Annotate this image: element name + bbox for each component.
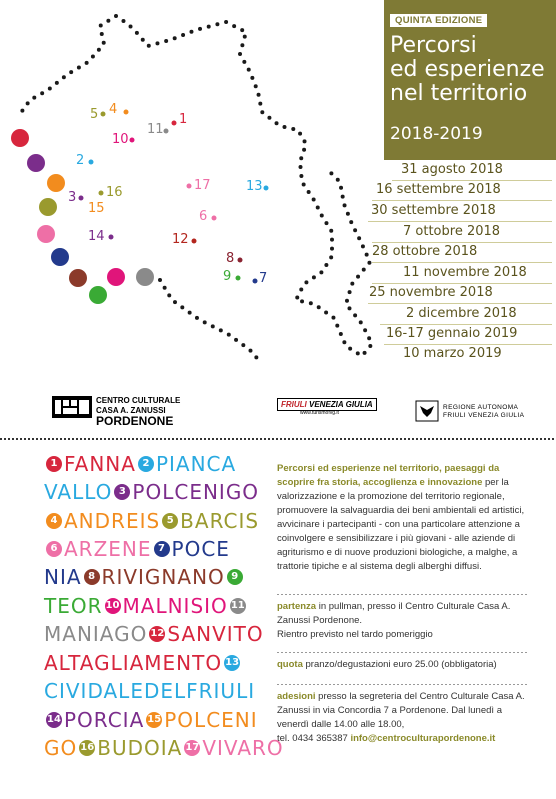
info-divider bbox=[277, 684, 529, 685]
town-cividale: CIVIDALEDELFRIULI bbox=[44, 679, 256, 703]
town-maniago: MANIAGO bbox=[44, 622, 148, 646]
map-circle-1 bbox=[11, 129, 29, 147]
email-link[interactable]: info@centroculturapordenone.it bbox=[350, 733, 496, 744]
map-label-14: 14 bbox=[88, 229, 105, 244]
map-label-2: 2 bbox=[76, 153, 85, 168]
town-line-6 bbox=[44, 594, 248, 618]
map-label-4: 4 bbox=[109, 102, 118, 117]
signup-paragraph bbox=[277, 690, 533, 746]
map-circle-5 bbox=[37, 225, 55, 243]
phone-number: tel. 0434 365387 bbox=[277, 733, 351, 744]
badge-9: 9 bbox=[227, 569, 243, 585]
town-budoia: BUDOIA bbox=[97, 736, 183, 760]
town-line-4 bbox=[44, 537, 230, 561]
date-3: 30 settembre 2018 bbox=[371, 203, 496, 218]
page-title bbox=[390, 34, 545, 106]
town-go: GO bbox=[44, 736, 78, 760]
map-label-12: 12 bbox=[172, 232, 189, 247]
badge-14: 14 bbox=[46, 712, 62, 728]
intro-paragraph bbox=[277, 462, 531, 574]
divider bbox=[0, 438, 556, 440]
map-circle-3 bbox=[47, 174, 65, 192]
badge-4: 4 bbox=[46, 513, 62, 529]
badge-7: 7 bbox=[154, 541, 170, 557]
town-line-2 bbox=[44, 480, 259, 504]
town-polcenigo-2: POLCENI bbox=[164, 708, 258, 732]
cc-line-3: PORDENONE bbox=[96, 414, 174, 428]
badge-6: 6 bbox=[46, 541, 62, 557]
cc-line-2: CASA A. ZANUSSI bbox=[96, 406, 166, 415]
region-line-2: FRIULI VENEZIA GIULIA bbox=[443, 412, 525, 419]
signup-label: adesioni bbox=[277, 691, 316, 702]
map-label-7: 7 bbox=[259, 271, 268, 286]
map-label-3: 3 bbox=[68, 190, 77, 205]
town-line-5 bbox=[44, 565, 245, 589]
date-sep bbox=[372, 242, 552, 243]
cc-line-1: CENTRO CULTURALE bbox=[96, 396, 181, 405]
map-dot-14 bbox=[109, 235, 114, 240]
date-1: 31 agosto 2018 bbox=[401, 162, 503, 177]
map-dot-1 bbox=[172, 121, 177, 126]
fvg-logo-b: VENEZIA GIULIA bbox=[306, 400, 373, 409]
date-sep bbox=[380, 324, 552, 325]
badge-5: 5 bbox=[162, 513, 178, 529]
date-sep bbox=[392, 180, 552, 181]
info-divider bbox=[277, 652, 529, 653]
map-dot-8 bbox=[238, 258, 243, 263]
town-line-8 bbox=[44, 651, 242, 675]
map-dot-10 bbox=[130, 138, 135, 143]
date-7: 25 novembre 2018 bbox=[369, 285, 493, 300]
town-polcenigo: POLCENIGO bbox=[132, 480, 260, 504]
map-dot-5 bbox=[101, 112, 106, 117]
fee-paragraph bbox=[277, 658, 531, 672]
intro-text: per la valorizzazione e la promozione del territorio regionale, promuovere la salvaguardia dei beni ambientali ed artistici, avvicinare i partecipanti - con una particolare attenzione a coinvolgere e sensibilizzare i più giovani - alle aziende di agriturismo e di nuove produzioni biologiche, a malghe, a trattorie tipiche e al sistema degli alberghi diffusi. bbox=[277, 477, 525, 572]
date-6: 11 novembre 2018 bbox=[403, 265, 527, 280]
town-vivaro: VIVARO bbox=[202, 736, 284, 760]
town-line-1 bbox=[44, 452, 236, 476]
info-divider bbox=[277, 594, 529, 595]
map-label-1: 1 bbox=[179, 112, 188, 127]
map-label-9: 9 bbox=[223, 269, 232, 284]
date-5: 28 ottobre 2018 bbox=[372, 244, 478, 259]
title-line-1: Percorsi bbox=[390, 33, 477, 58]
map-circle-4 bbox=[39, 198, 57, 216]
town-andreis: ANDREIS bbox=[64, 509, 161, 533]
town-arzene: ARZENE bbox=[64, 537, 152, 561]
map-circle-8 bbox=[89, 286, 107, 304]
map-dot-9 bbox=[236, 276, 241, 281]
town-line-11 bbox=[44, 736, 284, 760]
map-dot-17 bbox=[187, 184, 192, 189]
centro-culturale-logo-icon bbox=[50, 392, 94, 422]
title-line-2: ed esperienze bbox=[390, 57, 545, 82]
map-dot-7 bbox=[253, 279, 258, 284]
date-sep bbox=[368, 303, 552, 304]
fee-text: pranzo/degustazioni euro 25.00 (obbligatoria) bbox=[302, 659, 497, 670]
badge-11: 11 bbox=[230, 598, 246, 614]
map-dot-6 bbox=[212, 216, 217, 221]
town-line-9 bbox=[44, 679, 255, 703]
map-dot-4 bbox=[124, 110, 129, 115]
return-text: Rientro previsto nel tardo pomeriggio bbox=[277, 629, 433, 640]
map-dot-11 bbox=[164, 129, 169, 134]
town-rivignano: RIVIGNANO bbox=[101, 565, 225, 589]
intro-highlight: Percorsi ed esperienze nel territorio, paesaggi da scoprire fra storia, accoglienza e innovazione bbox=[277, 463, 500, 488]
town-pianca: PIANCA bbox=[155, 452, 237, 476]
map-dot-16 bbox=[99, 191, 104, 196]
badge-12: 12 bbox=[149, 626, 165, 642]
map-circle-6 bbox=[51, 248, 69, 266]
map-label-8: 8 bbox=[226, 251, 235, 266]
fvg-logo-a: FRIULI bbox=[281, 400, 307, 409]
map-label-15: 15 bbox=[88, 201, 105, 216]
badge-16: 16 bbox=[79, 740, 95, 756]
departure-label: partenza bbox=[277, 601, 317, 612]
date-sep bbox=[384, 344, 552, 345]
town-line-7 bbox=[44, 622, 264, 646]
town-nia: NIA bbox=[44, 565, 82, 589]
badge-13: 13 bbox=[224, 655, 240, 671]
date-sep bbox=[372, 200, 552, 201]
years: 2018-2019 bbox=[390, 124, 483, 144]
town-barcis: BARCIS bbox=[180, 509, 260, 533]
map-circle-7 bbox=[69, 269, 87, 287]
map-circle-10 bbox=[136, 268, 154, 286]
badge-2: 2 bbox=[138, 456, 154, 472]
town-line-3 bbox=[44, 509, 259, 533]
badge-17: 17 bbox=[184, 740, 200, 756]
badge-10: 10 bbox=[105, 598, 121, 614]
region-name bbox=[443, 404, 524, 420]
town-porcia: PORCIA bbox=[64, 708, 145, 732]
date-8: 2 dicembre 2018 bbox=[406, 306, 517, 321]
town-line-10 bbox=[44, 708, 258, 732]
date-4: 7 ottobre 2018 bbox=[403, 224, 501, 239]
map-circle-9 bbox=[107, 268, 125, 286]
map-dot-12 bbox=[192, 239, 197, 244]
fee-label: quota bbox=[277, 659, 303, 670]
badge-8: 8 bbox=[84, 569, 100, 585]
edition-badge: QUINTA EDIZIONE bbox=[390, 14, 487, 27]
date-sep bbox=[372, 262, 552, 263]
badge-3: 3 bbox=[114, 484, 130, 500]
badge-15: 15 bbox=[146, 712, 162, 728]
badge-1: 1 bbox=[46, 456, 62, 472]
date-sep bbox=[368, 221, 552, 222]
map-label-5: 5 bbox=[90, 107, 99, 122]
map-label-17: 17 bbox=[194, 178, 211, 193]
town-malnisio: MALNISIO bbox=[122, 594, 228, 618]
region-map bbox=[0, 0, 384, 380]
departure-text: in pullman, presso il Centro Culturale Casa A. Zanussi Pordenone. bbox=[277, 601, 511, 626]
map-label-6: 6 bbox=[199, 209, 208, 224]
map-circle-2 bbox=[27, 154, 45, 172]
map-dot-13 bbox=[264, 186, 269, 191]
region-line-1: REGIONE AUTONOMA bbox=[443, 404, 519, 411]
map-dot-2 bbox=[89, 160, 94, 165]
town-altagliamento: ALTAGLIAMENTO bbox=[44, 651, 223, 675]
map-label-10: 10 bbox=[112, 132, 129, 147]
date-10: 10 marzo 2019 bbox=[403, 346, 502, 361]
town-fanna: FANNA bbox=[64, 452, 136, 476]
departure-paragraph bbox=[277, 600, 531, 642]
town-teor: TEOR bbox=[44, 594, 103, 618]
town-sanvito: SANVITO bbox=[167, 622, 264, 646]
date-9: 16-17 gennaio 2019 bbox=[386, 326, 518, 341]
signup-text: presso la segreteria del Centro Culturale Casa A. Zanussi in via Concordia 7 a Pordenone. Dal lunedì a venerdì dalle 14.00 alle 18.00, bbox=[277, 691, 525, 730]
map-label-11: 11 bbox=[147, 122, 164, 137]
title-line-3: nel territorio bbox=[390, 81, 528, 106]
map-label-13: 13 bbox=[246, 179, 263, 194]
map-label-16: 16 bbox=[106, 185, 123, 200]
date-2: 16 settembre 2018 bbox=[376, 182, 501, 197]
town-poce: POCE bbox=[171, 537, 230, 561]
region-eagle-icon bbox=[415, 400, 439, 422]
fvg-url: www.turismofvg.it bbox=[300, 410, 339, 416]
map-dot-3 bbox=[79, 196, 84, 201]
date-sep bbox=[372, 283, 552, 284]
centro-culturale-name bbox=[96, 396, 180, 426]
town-vallo: VALLO bbox=[44, 480, 113, 504]
